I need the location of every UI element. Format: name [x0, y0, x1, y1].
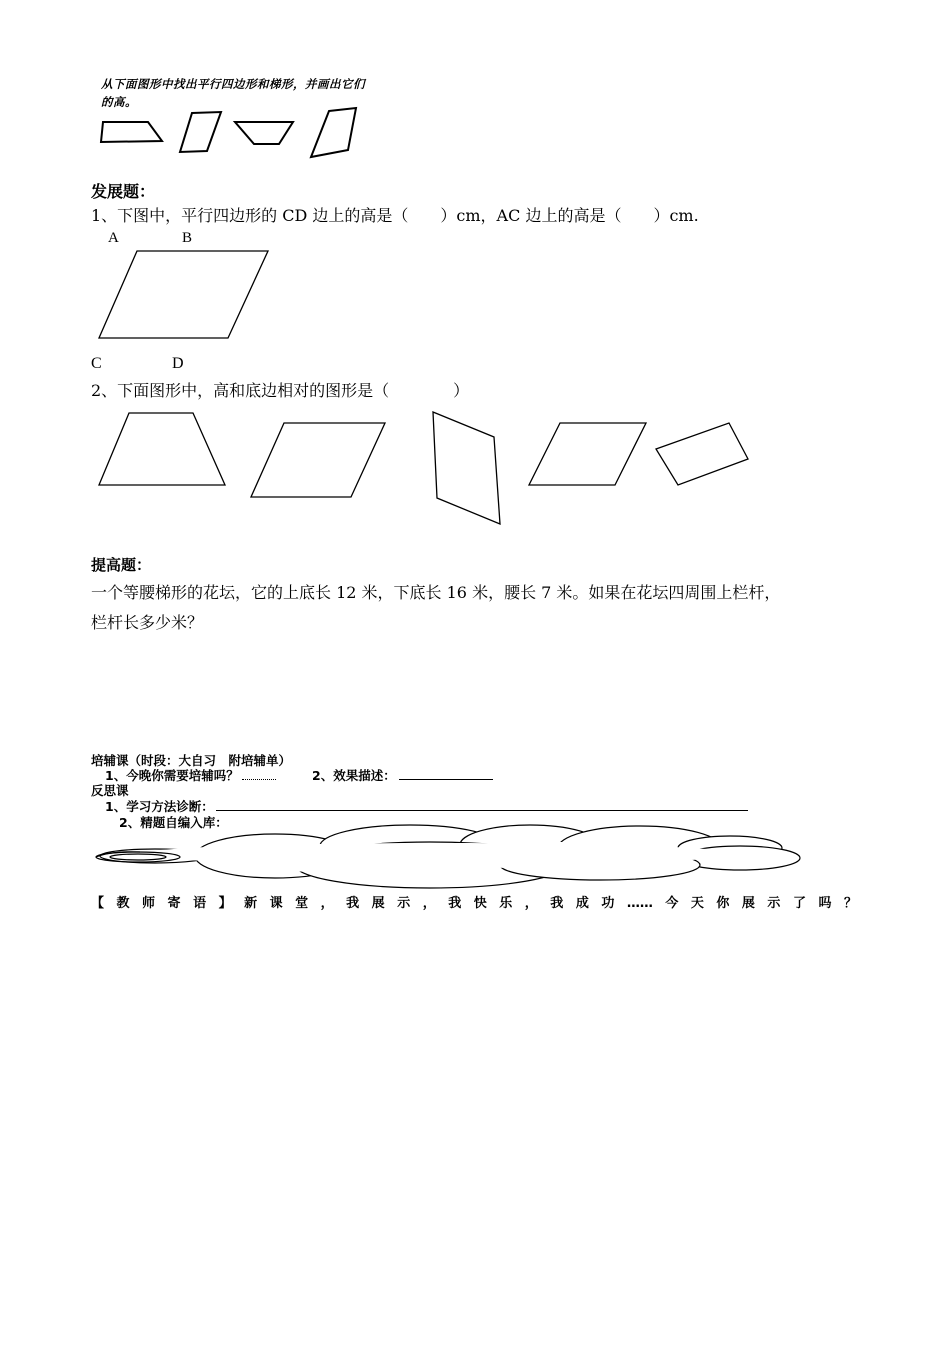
advance-heading: 提高题：	[91, 556, 152, 574]
vertex-label-a: A	[108, 230, 119, 246]
reflection-question-2: 2、精题自编入库：	[119, 815, 228, 830]
advance-line-1: 一个等腰梯形的花坛，它的上底长 12 米，下底长 16 米，腰长 7 米。如果在花坛四周围上栏杆，	[91, 583, 781, 602]
advance-line-2: 栏杆长多少米？	[91, 613, 204, 632]
teacher-motto: 【教师寄语】新课堂，我展示，我快乐，我成功……今天你展示了吗？	[91, 896, 857, 911]
develop-heading: 发展题：	[91, 182, 156, 201]
vertex-label-d: D	[172, 355, 184, 372]
tutoring-question-2-label: 2、效果描述：	[312, 768, 396, 783]
vertex-label-b: B	[182, 230, 193, 246]
reflection-question-1-label: 1、学习方法诊断：	[105, 799, 214, 814]
tutoring-title: 培辅课（时段：大自习 附培辅单）	[91, 753, 292, 768]
vertex-label-c: C	[91, 355, 102, 372]
intro-line-1: 从下面图形中找出平行四边形和梯形，并画出它们	[101, 77, 365, 91]
intro-line-2: 的高。	[101, 95, 137, 109]
reflection-title: 反思课	[91, 783, 129, 798]
tutoring-question-1-label: 1、今晚你需要培辅吗？	[105, 768, 239, 783]
develop-question-2: 2、下面图形中，高和底边相对的图形是（ ）	[91, 381, 470, 400]
develop-question-1: 1、下图中，平行四边形的 CD 边上的高是（ ）cm，AC 边上的高是（ ）cm.	[91, 206, 699, 225]
